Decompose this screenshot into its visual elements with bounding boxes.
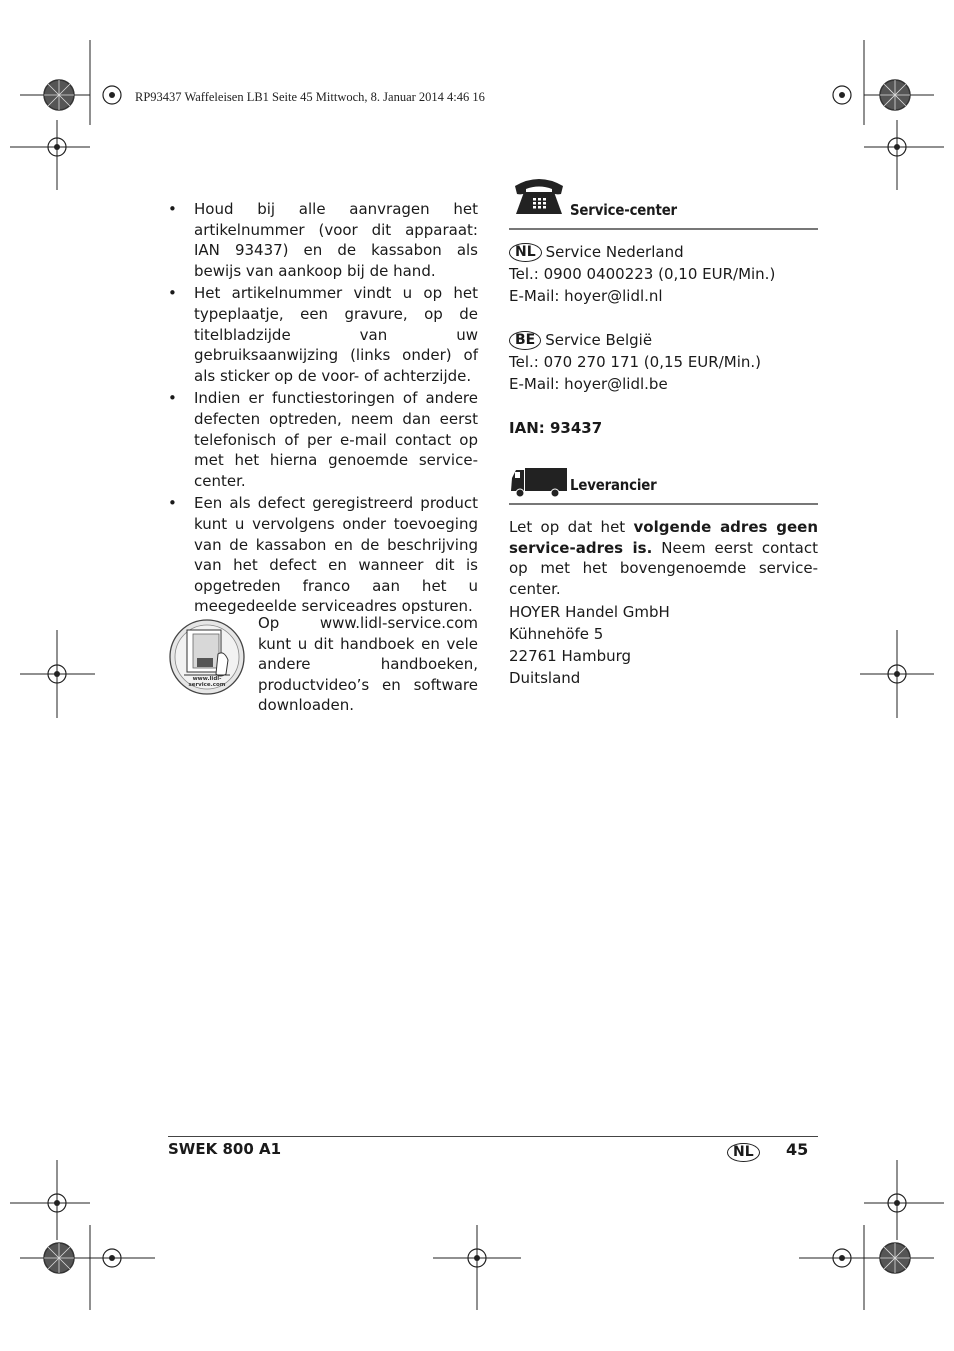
page-number: 45	[786, 1140, 809, 1159]
address-line: 22761 Hamburg	[509, 647, 632, 665]
service-be-tel: Tel.: 070 270 171 (0,15 EUR/Min.)	[509, 353, 761, 371]
address-line: Kühnehöfe 5	[509, 625, 604, 643]
address-line: HOYER Handel GmbH	[509, 603, 670, 621]
lidl-service-download-icon	[168, 618, 246, 696]
address-line: Duitsland	[509, 669, 581, 687]
footer-language-badge: NL	[727, 1142, 764, 1163]
section-divider	[509, 503, 818, 505]
list-item: • Indien er functiestoringen of andere defecten optreden, neem dan eerst telefonisch of per e-mail contact op met het hierna genoemde service-center.	[168, 388, 478, 491]
download-note: Op www.lidl-service.com kunt u dit handboek en vele andere handboeken, productvideo’s en software downloaden.	[258, 614, 478, 715]
ian-number: IAN: 93437	[509, 419, 603, 437]
service-nl-tel: Tel.: 0900 0400223 (0,10 EUR/Min.)	[509, 265, 776, 283]
service-be-name: Service België	[545, 331, 653, 349]
nl-badge: NL	[509, 243, 542, 262]
service-be-email: E-Mail: hoyer@lidl.be	[509, 375, 668, 393]
service-nl-name: Service Nederland	[545, 243, 684, 261]
delivery-truck-icon	[511, 468, 567, 498]
supplier-note: Let op dat het volgende adres geen service-adres is. Neem eerst contact op met het bovengenoemde service-center.	[509, 518, 818, 598]
list-item: • Houd bij alle aanvragen het artikelnummer (voor dit apparaat: IAN 93437) en de kassabon als bewijs van aankoop bij de hand.	[168, 199, 478, 281]
be-badge: BE	[509, 331, 541, 350]
service-be-line	[509, 329, 818, 351]
service-contacts	[509, 241, 818, 439]
leverancier-heading: Leverancier	[570, 476, 657, 494]
telephone-icon	[511, 172, 567, 216]
supplier-note-emphasis: volgende adres geen service-adres is.	[509, 518, 818, 557]
service-center-heading: Service-center	[570, 201, 677, 219]
service-nl-email: E-Mail: hoyer@lidl.nl	[509, 287, 663, 305]
list-item: • Het artikelnummer vindt u op het typeplaatje, een gravure, op de titelbladzijde van uw gebruiksaanwijzing (links onder) of als sticker op de voor- of achterzijde.	[168, 283, 478, 386]
section-divider	[509, 228, 818, 230]
instructions-list	[168, 199, 478, 617]
download-icon-caption: www.lidl-service.com	[188, 676, 226, 688]
print-slug-line: RP93437 Waffeleisen LB1 Seite 45 Mittwoch, 8. Januar 2014 4:46 16	[135, 90, 485, 104]
supplier-address	[509, 601, 818, 689]
footer-divider	[168, 1136, 818, 1137]
footer-model: SWEK 800 A1	[168, 1140, 282, 1158]
service-nl-line	[509, 241, 818, 263]
list-item: • Een als defect geregistreerd product kunt u vervolgens onder toevoeging van de kassabon en de beschrijving van het defect en wanneer dit is opgetreden franco aan het u meegedeelde serviceadres opsturen.	[168, 493, 478, 617]
